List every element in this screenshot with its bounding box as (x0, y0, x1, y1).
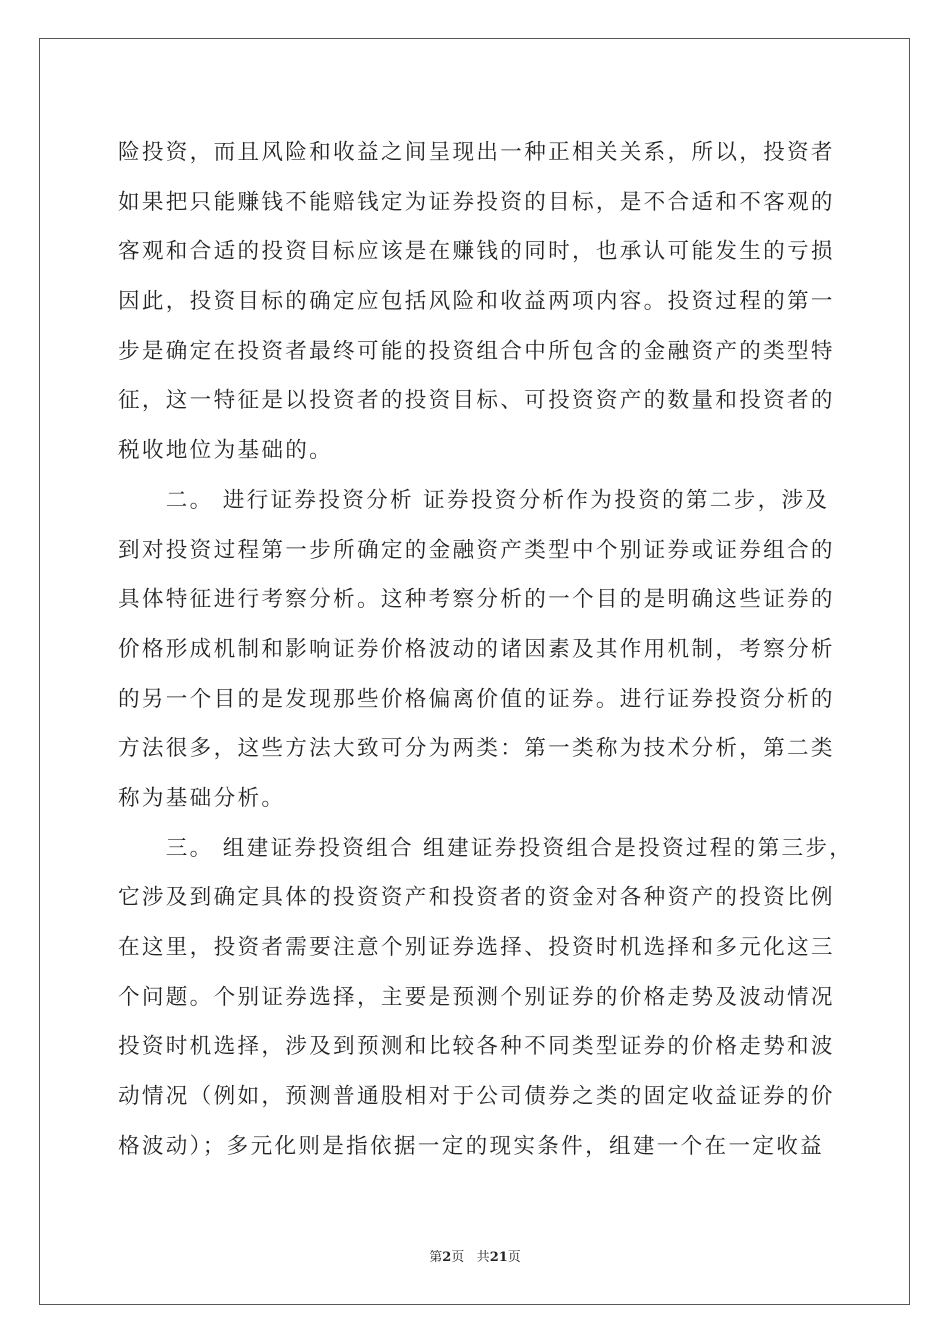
page-suffix: 页 (451, 1250, 465, 1265)
text-line: 具体特征进行考察分析。这种考察分析的一个目的是明确这些证券的 (118, 587, 835, 613)
text-line: 到对投资过程第一步所确定的金融资产类型中个别证券或证券组合的 (118, 537, 835, 563)
text-line: 格波动）；多元化则是指依据一定的现实条件，组建一个在一定收益 (118, 1133, 825, 1159)
text-line: 二。 进行证券投资分析 证券投资分析作为投资的第二步，涉及 (118, 487, 830, 513)
total-suffix: 页 (507, 1250, 521, 1265)
text-line: 个问题。个别证券选择，主要是预测个别证券的价格走势及波动情况 (118, 984, 835, 1010)
page-number: 2 (442, 1250, 452, 1265)
total-pages: 21 (489, 1250, 508, 1265)
page-footer (0, 1246, 950, 1265)
text-line: 税收地位为基础的。 (118, 438, 334, 464)
text-line: 险投资，而且风险和收益之间呈现出一种正相关关系，所以，投资者 (118, 140, 835, 165)
total-prefix: 共 (476, 1250, 490, 1265)
text-line: 步是确定在投资者最终可能的投资组合中所包含的金融资产的类型特 (118, 338, 835, 364)
footer-separator (464, 1250, 476, 1265)
text-line: 它涉及到确定具体的投资资产和投资者的资金对各种资产的投资比例 (118, 885, 835, 911)
document-body (118, 128, 854, 1171)
text-line: 的另一个目的是发现那些价格偏离价值的证券。进行证券投资分析的 (118, 686, 835, 712)
text-line: 投资时机选择，涉及到预测和比较各种不同类型证券的价格走势和波 (118, 1034, 835, 1060)
text-line: 三。 组建证券投资组合 组建证券投资组合是投资过程的第三步， (118, 835, 854, 861)
text-line: 征，这一特征是以投资者的投资目标、可投资资产的数量和投资者的 (118, 388, 835, 414)
text-line: 在这里，投资者需要注意个别证券选择、投资时机选择和多元化这三 (118, 935, 835, 960)
text-line: 因此，投资目标的确定应包括风险和收益两项内容。投资过程的第一 (118, 289, 835, 315)
text-line: 价格形成机制和影响证券价格波动的诸因素及其作用机制，考察分析 (118, 636, 835, 662)
text-line: 方法很多，这些方法大致可分为两类：第一类称为技术分析，第二类 (118, 736, 835, 762)
text-line: 如果把只能赚钱不能赔钱定为证券投资的目标，是不合适和不客观的 (118, 189, 835, 215)
text-line: 动情况（例如，预测普通股相对于公司债券之类的固定收益证券的价 (118, 1084, 835, 1110)
text-line: 客观和合适的投资目标应该是在赚钱的同时，也承认可能发生的亏损 (118, 239, 835, 265)
text-line: 称为基础分析。 (118, 785, 286, 811)
page-prefix: 第 (429, 1250, 443, 1265)
